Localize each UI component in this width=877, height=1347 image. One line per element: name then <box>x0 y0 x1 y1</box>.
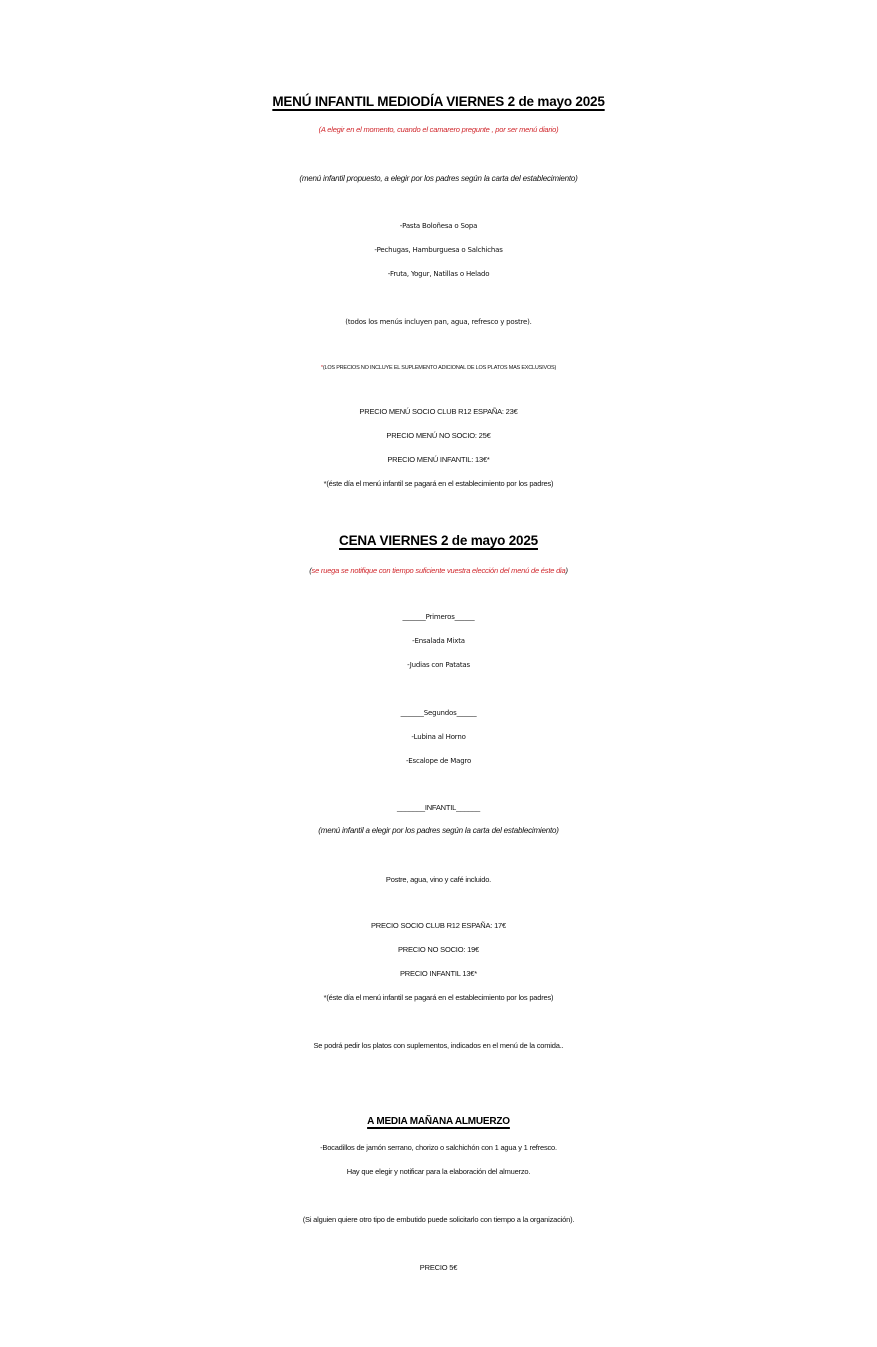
dinner-first-item: -Ensalada Mixta <box>412 637 465 645</box>
lunch-item: -Pechugas, Hamburguesa o Salchichas <box>374 246 503 254</box>
lunch-subtitle: (A elegir en el momento, cuando el camarero pregunte , por ser menú diario) <box>318 125 559 134</box>
lunch-price: PRECIO MENÚ INFANTIL: 13€* <box>387 455 490 464</box>
lunch-proposal-note: (menú infantil propuesto, a elegir por los padres según la carta del establecimiento) <box>299 174 578 183</box>
dinner-price: PRECIO NO SOCIO: 19€ <box>397 945 480 954</box>
lunch-price: PRECIO MENÚ SOCIO CLUB R12 ESPAÑA: 23€ <box>359 407 518 416</box>
brunch-other-note: (Si alguien quiere otro tipo de embutido puede solicitarlo con tiempo a la organización). <box>302 1215 575 1224</box>
dinner-subtitle-close: ) <box>565 566 568 575</box>
dinner-title: CENA VIERNES 2 de mayo 2025 <box>339 533 538 548</box>
lunch-price: PRECIO MENÚ NO SOCIO: 25€ <box>386 431 491 440</box>
supplement-asterisk: * <box>320 365 323 371</box>
dinner-kids-note: (menú infantil a elegir por los padres según la carta del establecimiento) <box>318 826 559 835</box>
dinner-first-item: -Judias con Patatas <box>407 661 470 669</box>
lunch-item: -Fruta, Yogur, Natillas o Helado <box>387 270 490 278</box>
dinner-payment-note: *(éste día el menú infantil se pagará en el establecimiento por los padres) <box>323 993 554 1002</box>
dinner-included-note: Postre, agua, vino y café incluido. <box>385 875 492 884</box>
dinner-price: PRECIO SOCIO CLUB R12 ESPAÑA: 17€ <box>371 921 506 930</box>
brunch-item: -Bocadillos de jamón serrano, chorizo o salchichón con 1 agua y 1 refresco. <box>320 1143 557 1152</box>
dinner-subtitle <box>0 559 877 583</box>
dinner-second-item: -Lubina al Horno <box>411 733 466 741</box>
lunch-payment-note: *(éste día el menú infantil se pagará en el establecimiento por los padres) <box>323 479 554 488</box>
supplement-note: (LOS PRECIOS NO INCLUYE EL SUPLEMENTO ADICIONAL DE LOS PLATOS MAS EXCLUSIVOS) <box>322 365 557 371</box>
lunch-supplement-line <box>0 356 877 380</box>
dinner-subtitle-text: se ruega se notifique con tiempo suficiente vuestra elección del menú de éste dia <box>311 566 566 575</box>
dinner-kids-header: _______INFANTIL______ <box>397 803 480 812</box>
lunch-included-note: (todos los menús incluyen pan, agua, refresco y postre). <box>345 318 532 326</box>
dinner-subtitle-open: ( <box>309 566 312 575</box>
brunch-title: A MEDIA MAÑANA ALMUERZO <box>367 1116 510 1127</box>
brunch-notify-note: Hay que elegir y notificar para la elaboración del almuerzo. <box>346 1167 531 1176</box>
dinner-supplement-note: Se podrá pedir los platos con suplementos, indicados en el menú de la comida.. <box>313 1041 564 1050</box>
lunch-item: -Pasta Boloñesa o Sopa <box>399 222 478 230</box>
lunch-title: MENÚ INFANTIL MEDIODÍA VIERNES 2 de mayo 2025 <box>272 94 605 109</box>
dinner-second-header: _______Segundos______ <box>400 709 477 717</box>
brunch-price: PRECIO 5€ <box>419 1263 458 1272</box>
dinner-price: PRECIO INFANTIL 13€* <box>400 969 477 978</box>
dinner-second-item: -Escalope de Magro <box>405 757 472 765</box>
dinner-first-header: _______Primeros______ <box>402 613 475 621</box>
